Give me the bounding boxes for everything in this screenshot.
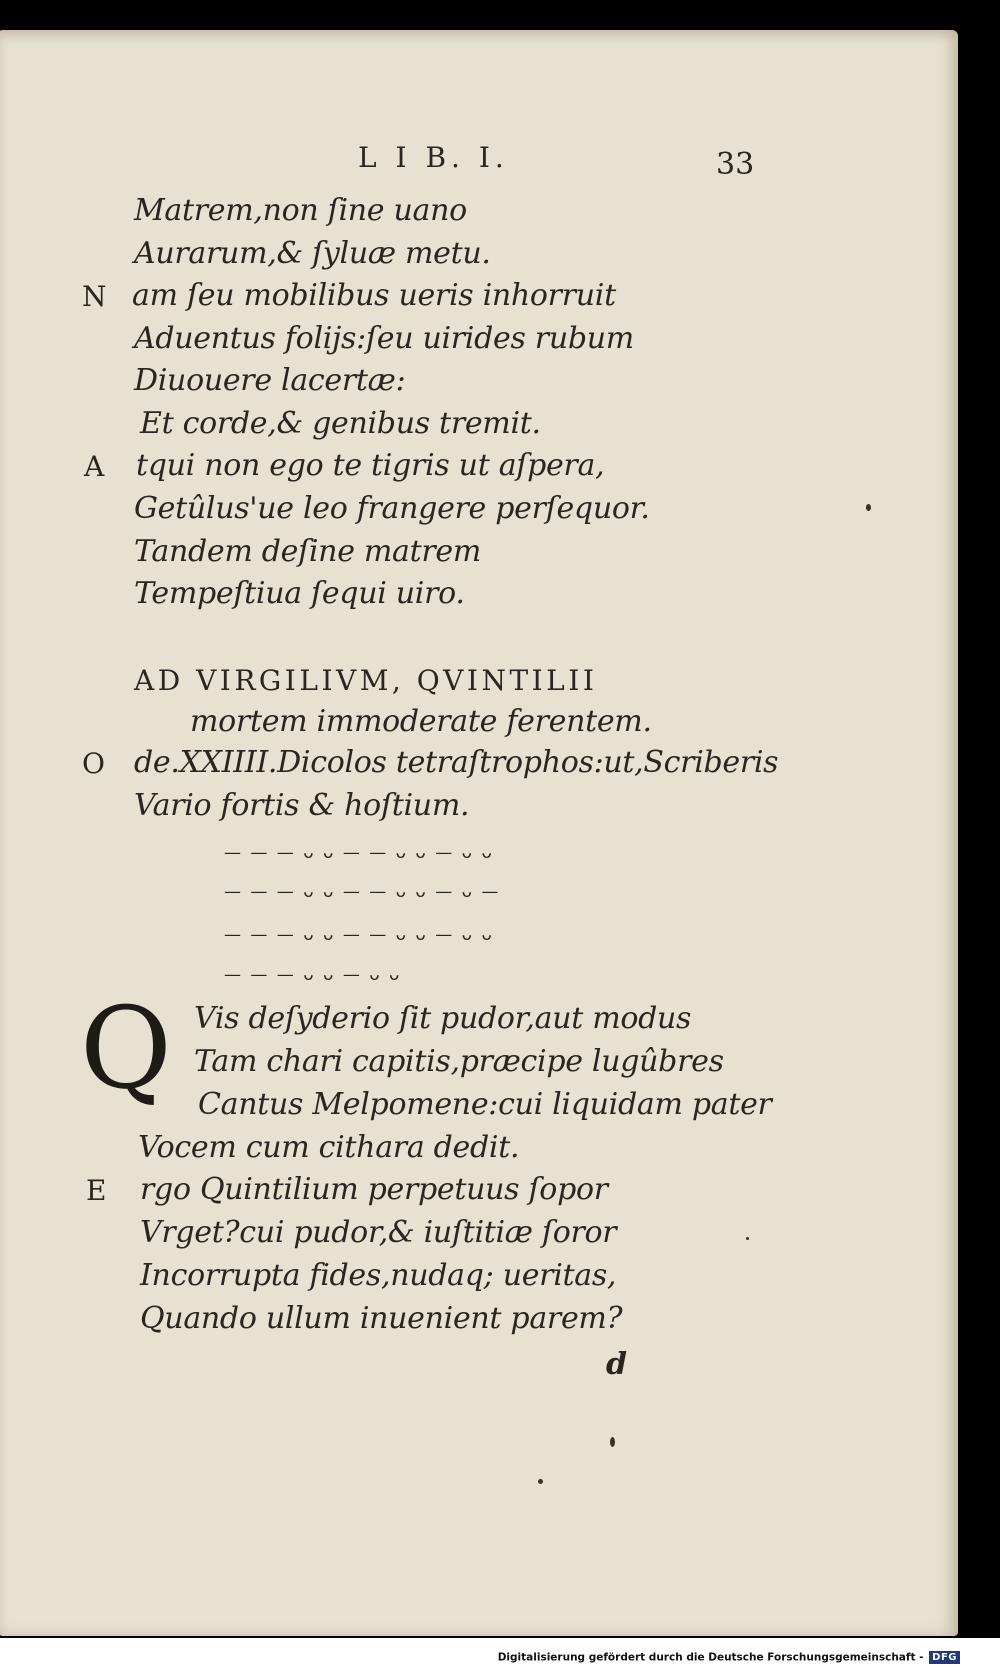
verse-line: am ſeu mobilibus ueris inhorruit [132,278,616,313]
ode-title: AD VIRGILIVM, QVINTILII [134,664,598,697]
ode-subtitle: mortem immoderate ferentem. [190,704,652,739]
dfg-logo: DFG [929,1651,960,1664]
drop-cap-initial: Q [80,984,172,1114]
digitization-credit [498,1651,960,1664]
ink-spot [746,1237,749,1240]
verse-line: Et corde,& genibus tremit. [140,406,541,441]
verse-line: Diuouere lacertæ: [134,363,406,398]
marginal-initial: N [82,280,107,313]
meter-scheme-line: — — — ᴗ ᴗ — ᴗ ᴗ [224,965,402,985]
signature-mark: d [606,1347,627,1382]
verse-line: Getûlus'ue leo frangere perſequor. [134,491,650,526]
verse-line: Cantus Melpomene:cui liquidam pater [198,1087,772,1122]
meter-scheme-line: — — — ᴗ ᴗ — — ᴗ ᴗ — ᴗ — [224,882,501,902]
verse-line: rgo Quintilium perpetuus ſopor [140,1172,608,1207]
verse-line: Tempeſtiua ſequi uiro. [134,576,465,611]
ode-meter-note: de.XXIIII.Dicolos tetraſtrophos:ut,Scriberis [134,745,779,780]
page-number: 33 [716,147,755,182]
meter-scheme-line: — — — ᴗ ᴗ — — ᴗ ᴗ — ᴗ ᴗ [224,925,494,945]
verse-line: Aurarum,& ſyluæ metu. [134,236,491,271]
ink-spot [610,1437,615,1447]
verse-line: Tam chari capitis,præcipe lugûbres [194,1044,724,1079]
ink-spot [866,504,871,511]
ink-spot [538,1479,543,1484]
verse-line: Quando ullum inuenient parem? [140,1301,623,1336]
marginal-initial: O [82,747,105,780]
verse-line: Vrget?cui pudor,& iuſtitiæ ſoror [140,1215,617,1250]
verse-line: Aduentus folijs:ſeu uirides rubum [134,321,634,356]
verse-line: tqui non ego te tigris ut aſpera, [136,448,605,483]
meter-scheme-line: — — — ᴗ ᴗ — — ᴗ ᴗ — ᴗ ᴗ [224,843,494,863]
verse-line: Matrem,non ſine uano [134,193,467,228]
marginal-initial: E [86,1174,107,1207]
verse-line: Incorrupta fides,nudaq; ueritas, [140,1258,617,1293]
verse-line: Tandem deſine matrem [134,534,482,569]
running-head: L I B. I. [358,141,509,174]
ode-meter-note: Vario fortis & hoſtium. [134,788,470,823]
verse-line: Vis deſyderio ſit pudor,aut modus [194,1001,692,1036]
marginal-initial: A [84,450,105,483]
credit-text: Digitalisierung gefördert durch die Deutsche Forschungsgemeinschaft - [497,1651,924,1664]
verse-line: Vocem cum cithara dedit. [138,1130,520,1165]
